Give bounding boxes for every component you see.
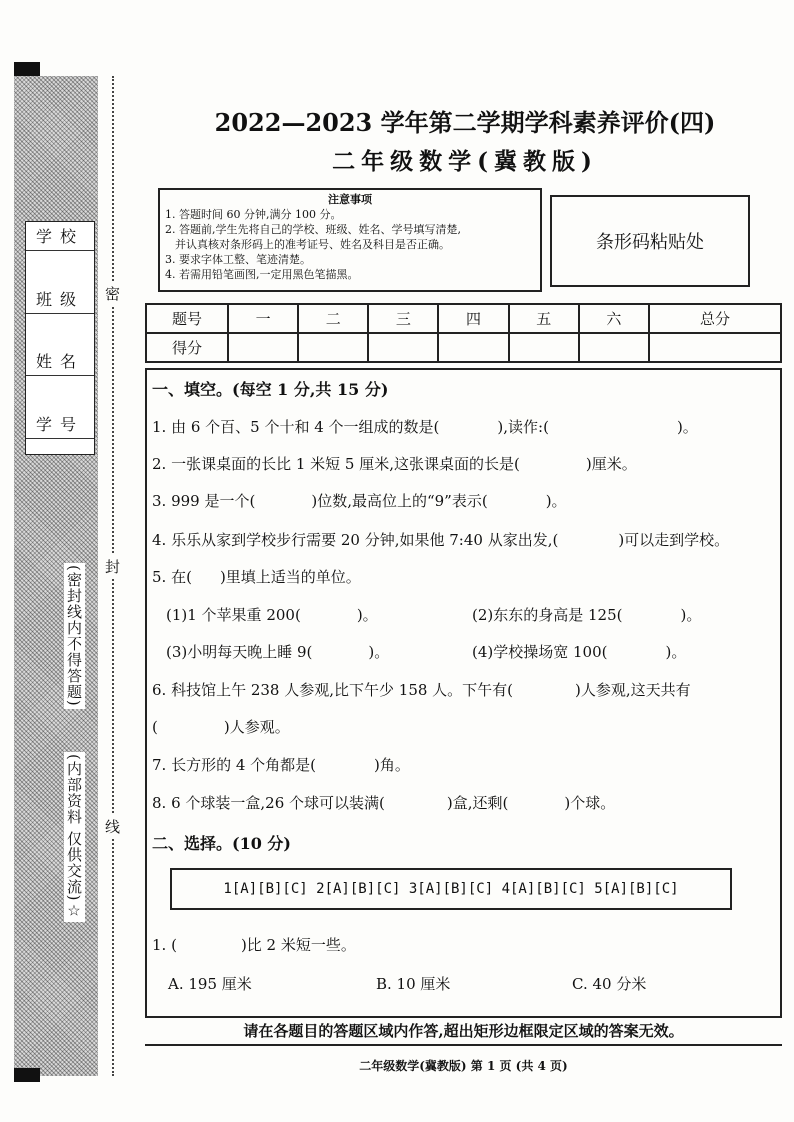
seal-char-mi: 密 — [105, 281, 120, 306]
question-6: 6. 科技馆上午 238 人参观,比下午少 158 人。下午有( )人参观,这天共有 — [152, 681, 691, 699]
score-cell[interactable] — [228, 333, 298, 362]
question-7: 7. 长方形的 4 个角都是( )角。 — [152, 756, 410, 774]
corner-mark-bottom — [14, 1068, 40, 1082]
question-8: 8. 6 个球装一盒,26 个球可以装满( )盒,还剩( )个球。 — [152, 794, 616, 812]
score-header-cell: 二 — [298, 304, 368, 333]
score-header-cell: 六 — [579, 304, 649, 333]
question-5-2: (2)东东的身高是 125( )。 — [472, 606, 702, 624]
answer-area-warning: 请在各题目的答题区域内作答,超出矩形边框限定区域的答案无效。 — [145, 1020, 782, 1046]
score-header-cell: 总分 — [649, 304, 781, 333]
score-header-cell: 一 — [228, 304, 298, 333]
section2-heading: 二、选择。(10 分) — [152, 834, 291, 853]
student-info-box — [25, 221, 95, 455]
score-header-cell: 五 — [509, 304, 579, 333]
score-cell[interactable] — [298, 333, 368, 362]
exam-title: 2022—2023 学年第二学期学科素养评价(四) — [214, 108, 716, 137]
question-4: 4. 乐乐从家到学校步行需要 20 分钟,如果他 7:40 从家出发,( )可以走到学校。 — [152, 531, 730, 549]
score-cell[interactable] — [509, 333, 579, 362]
answer-choices[interactable]: 1[A][B][C] 2[A][B][C] 3[A][B][C] 4[A][B][C] 5[A][B][C] — [223, 881, 679, 897]
student-id-label: 学号 — [26, 410, 94, 439]
class-label: 班级 — [26, 285, 94, 314]
option-a: A. 195 厘米 — [168, 975, 252, 993]
exam-subtitle: 二年级数学(冀教版) — [332, 148, 598, 175]
question-5: 5. 在( )里填上适当的单位。 — [152, 568, 361, 586]
question-1: 1. 由 6 个百、5 个十和 4 个一组成的数是( ),读作:( )。 — [152, 418, 698, 436]
score-cell[interactable] — [438, 333, 508, 362]
score-table — [145, 303, 782, 363]
question-2: 2. 一张课桌面的长比 1 米短 5 厘米,这张课桌面的长是( )厘米。 — [152, 455, 637, 473]
score-header-cell: 三 — [368, 304, 438, 333]
score-header-cell: 四 — [438, 304, 508, 333]
corner-mark-top — [14, 62, 40, 76]
score-cell[interactable] — [579, 333, 649, 362]
question-5-1: (1)1 个苹果重 200( )。 — [166, 606, 378, 624]
question-5-3: (3)小明每天晚上睡 9( )。 — [166, 643, 390, 661]
question-5-4: (4)学校操场宽 100( )。 — [472, 643, 687, 661]
option-b: B. 10 厘米 — [376, 975, 451, 993]
internal-material-note: (内部资料 仅供交流)☆ — [65, 754, 83, 921]
notice-item: 并认真核对条形码上的准考证号、姓名及科目是否正确。 — [175, 238, 450, 251]
name-label: 姓名 — [26, 347, 94, 376]
choice-question-1: 1. ( )比 2 米短一些。 — [152, 936, 356, 954]
page-footer: 二年级数学(冀教版) 第 1 页 (共 4 页) — [359, 1059, 568, 1073]
question-6-cont: ( )人参观。 — [152, 718, 290, 736]
notice-item: 3. 要求字体工整、笔迹清楚。 — [165, 253, 311, 266]
notice-item: 2. 答题前,学生先将自己的学校、班级、姓名、学号填写清楚, — [165, 223, 461, 236]
notice-box — [158, 188, 542, 292]
section1-heading: 一、填空。(每空 1 分,共 15 分) — [152, 380, 389, 399]
barcode-label: 条形码粘贴处 — [596, 232, 704, 253]
score-cell[interactable] — [368, 333, 438, 362]
seal-char-xian: 线 — [105, 814, 120, 839]
notice-item: 4. 若需用铅笔画图,一定用黑色笔描黑。 — [165, 268, 359, 281]
question-3: 3. 999 是一个( )位数,最高位上的“9”表示( )。 — [152, 492, 567, 510]
seal-line-note: (密封线内不得答题) — [65, 565, 83, 707]
barcode-area — [550, 195, 750, 287]
answer-sheet-bar[interactable] — [170, 868, 732, 910]
option-c: C. 40 分米 — [572, 975, 647, 993]
seal-char-feng: 封 — [105, 554, 120, 579]
notice-item: 1. 答题时间 60 分钟,满分 100 分。 — [165, 208, 342, 221]
score-header-cell: 题号 — [146, 304, 228, 333]
score-row-label: 得分 — [146, 333, 228, 362]
score-cell[interactable] — [649, 333, 781, 362]
school-label: 学校 — [26, 222, 94, 251]
notice-title: 注意事项 — [328, 193, 372, 206]
